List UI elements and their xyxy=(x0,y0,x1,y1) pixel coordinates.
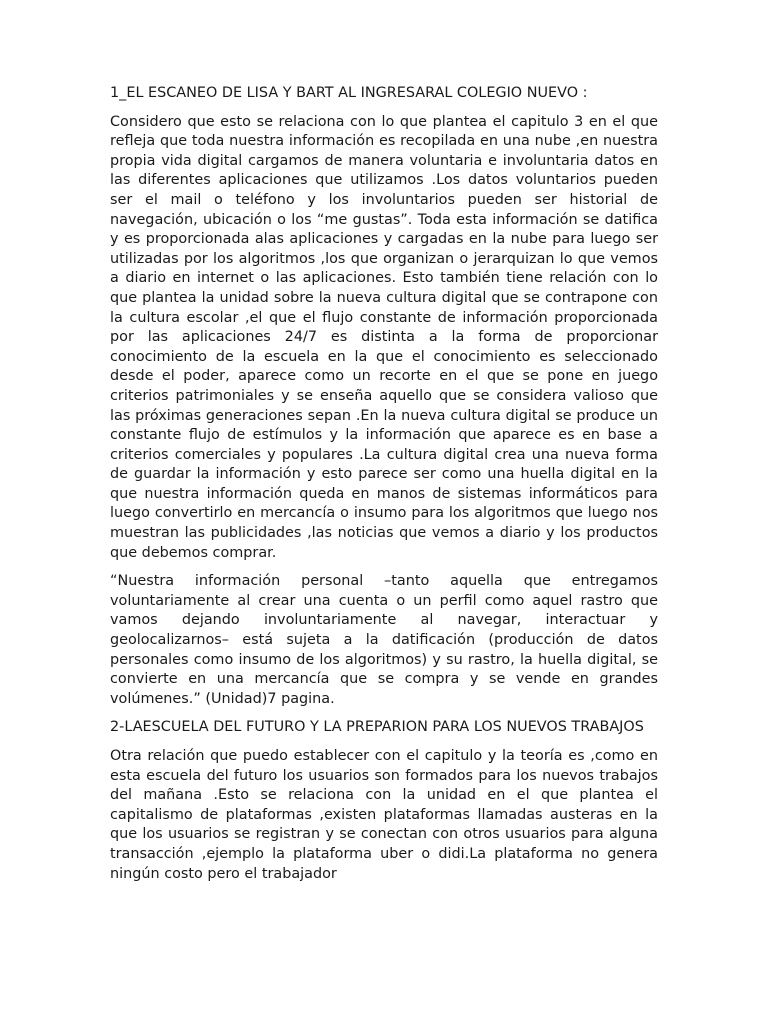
body-paragraph-1: Considero que esto se relaciona con lo que plantea el capitulo 3 en el que refleja que toda nuestra información es recopilada en una nube ,en nuestra propia vida digital cargamos de manera voluntaria e involuntaria datos en las diferentes aplicaciones que utilizamos .Los datos voluntarios pueden ser el mail o teléfono y los involuntarios pueden ser historial de navegación, ubicación o los “me gustas”. Toda esta información se datifica y es proporcionada alas aplicaciones y cargadas en la nube para luego ser utilizadas por los algoritmos ,los que organizan o jerarquizan lo que vemos a diario en internet o las aplicaciones. Esto también tiene relación con lo que plantea la unidad sobre la nueva cultura digital que se contrapone con la cultura escolar ,el que el flujo constante de información proporcionada por las aplicaciones 24/7 es distinta a la forma de proporcionar conocimiento de la escuela en la que el conocimiento es seleccionado desde el poder, aparece como un recorte en el que se pone en juego criterios patrimoniales y se enseña aquello que se considera valioso que las próximas generaciones sepan .En la nueva cultura digital se produce un constante flujo de estímulos y la información que aparece es en base a criterios comerciales y populares .La cultura digital crea una nueva forma de guardar la información y esto parece ser como una huella digital en la que nuestra información queda en manos de sistemas informáticos para luego convertirlo en mercancía o insumo para los algoritmos que luego nos muestran las publicidades ,las noticias que vemos a diario y los productos que debemos comprar. xyxy=(110,113,658,561)
section-heading-2: 2-LAESCUELA DEL FUTURO Y LA PREPARION PARA LOS NUEVOS TRABAJOS xyxy=(110,719,644,736)
section-heading-1: 1_EL ESCANEO DE LISA Y BART AL INGRESARAL COLEGIO NUEVO : xyxy=(110,85,588,101)
document-page xyxy=(110,84,658,893)
body-paragraph-2: Otra relación que puedo establecer con el capitulo y la teoría es ,como en esta escuela del futuro los usuarios son formados para los nuevos trabajos del mañana .Esto se relaciona con la unidad en el que plantea el capitalismo de plataformas ,existen plataformas llamadas austeras en la que los usuarios se registran y se conectan con otros usuarios para alguna transacción ,ejemplo la plataforma uber o didi.La plataforma no genera ningún costo pero el trabajador xyxy=(110,748,658,882)
quote-paragraph: “Nuestra información personal –tanto aquella que entregamos voluntariamente al crear una cuenta o un perfil como aquel rastro que vamos dejando involuntariamente al navegar, interactuar y geolocalizarnos– está sujeta a la datificación (producción de datos personales como insumo de los algoritmos) y su rastro, la huella digital, se convierte en una mercancía que se compra y se vende en grandes volúmenes.” (Unidad)7 pagina. xyxy=(110,573,658,707)
